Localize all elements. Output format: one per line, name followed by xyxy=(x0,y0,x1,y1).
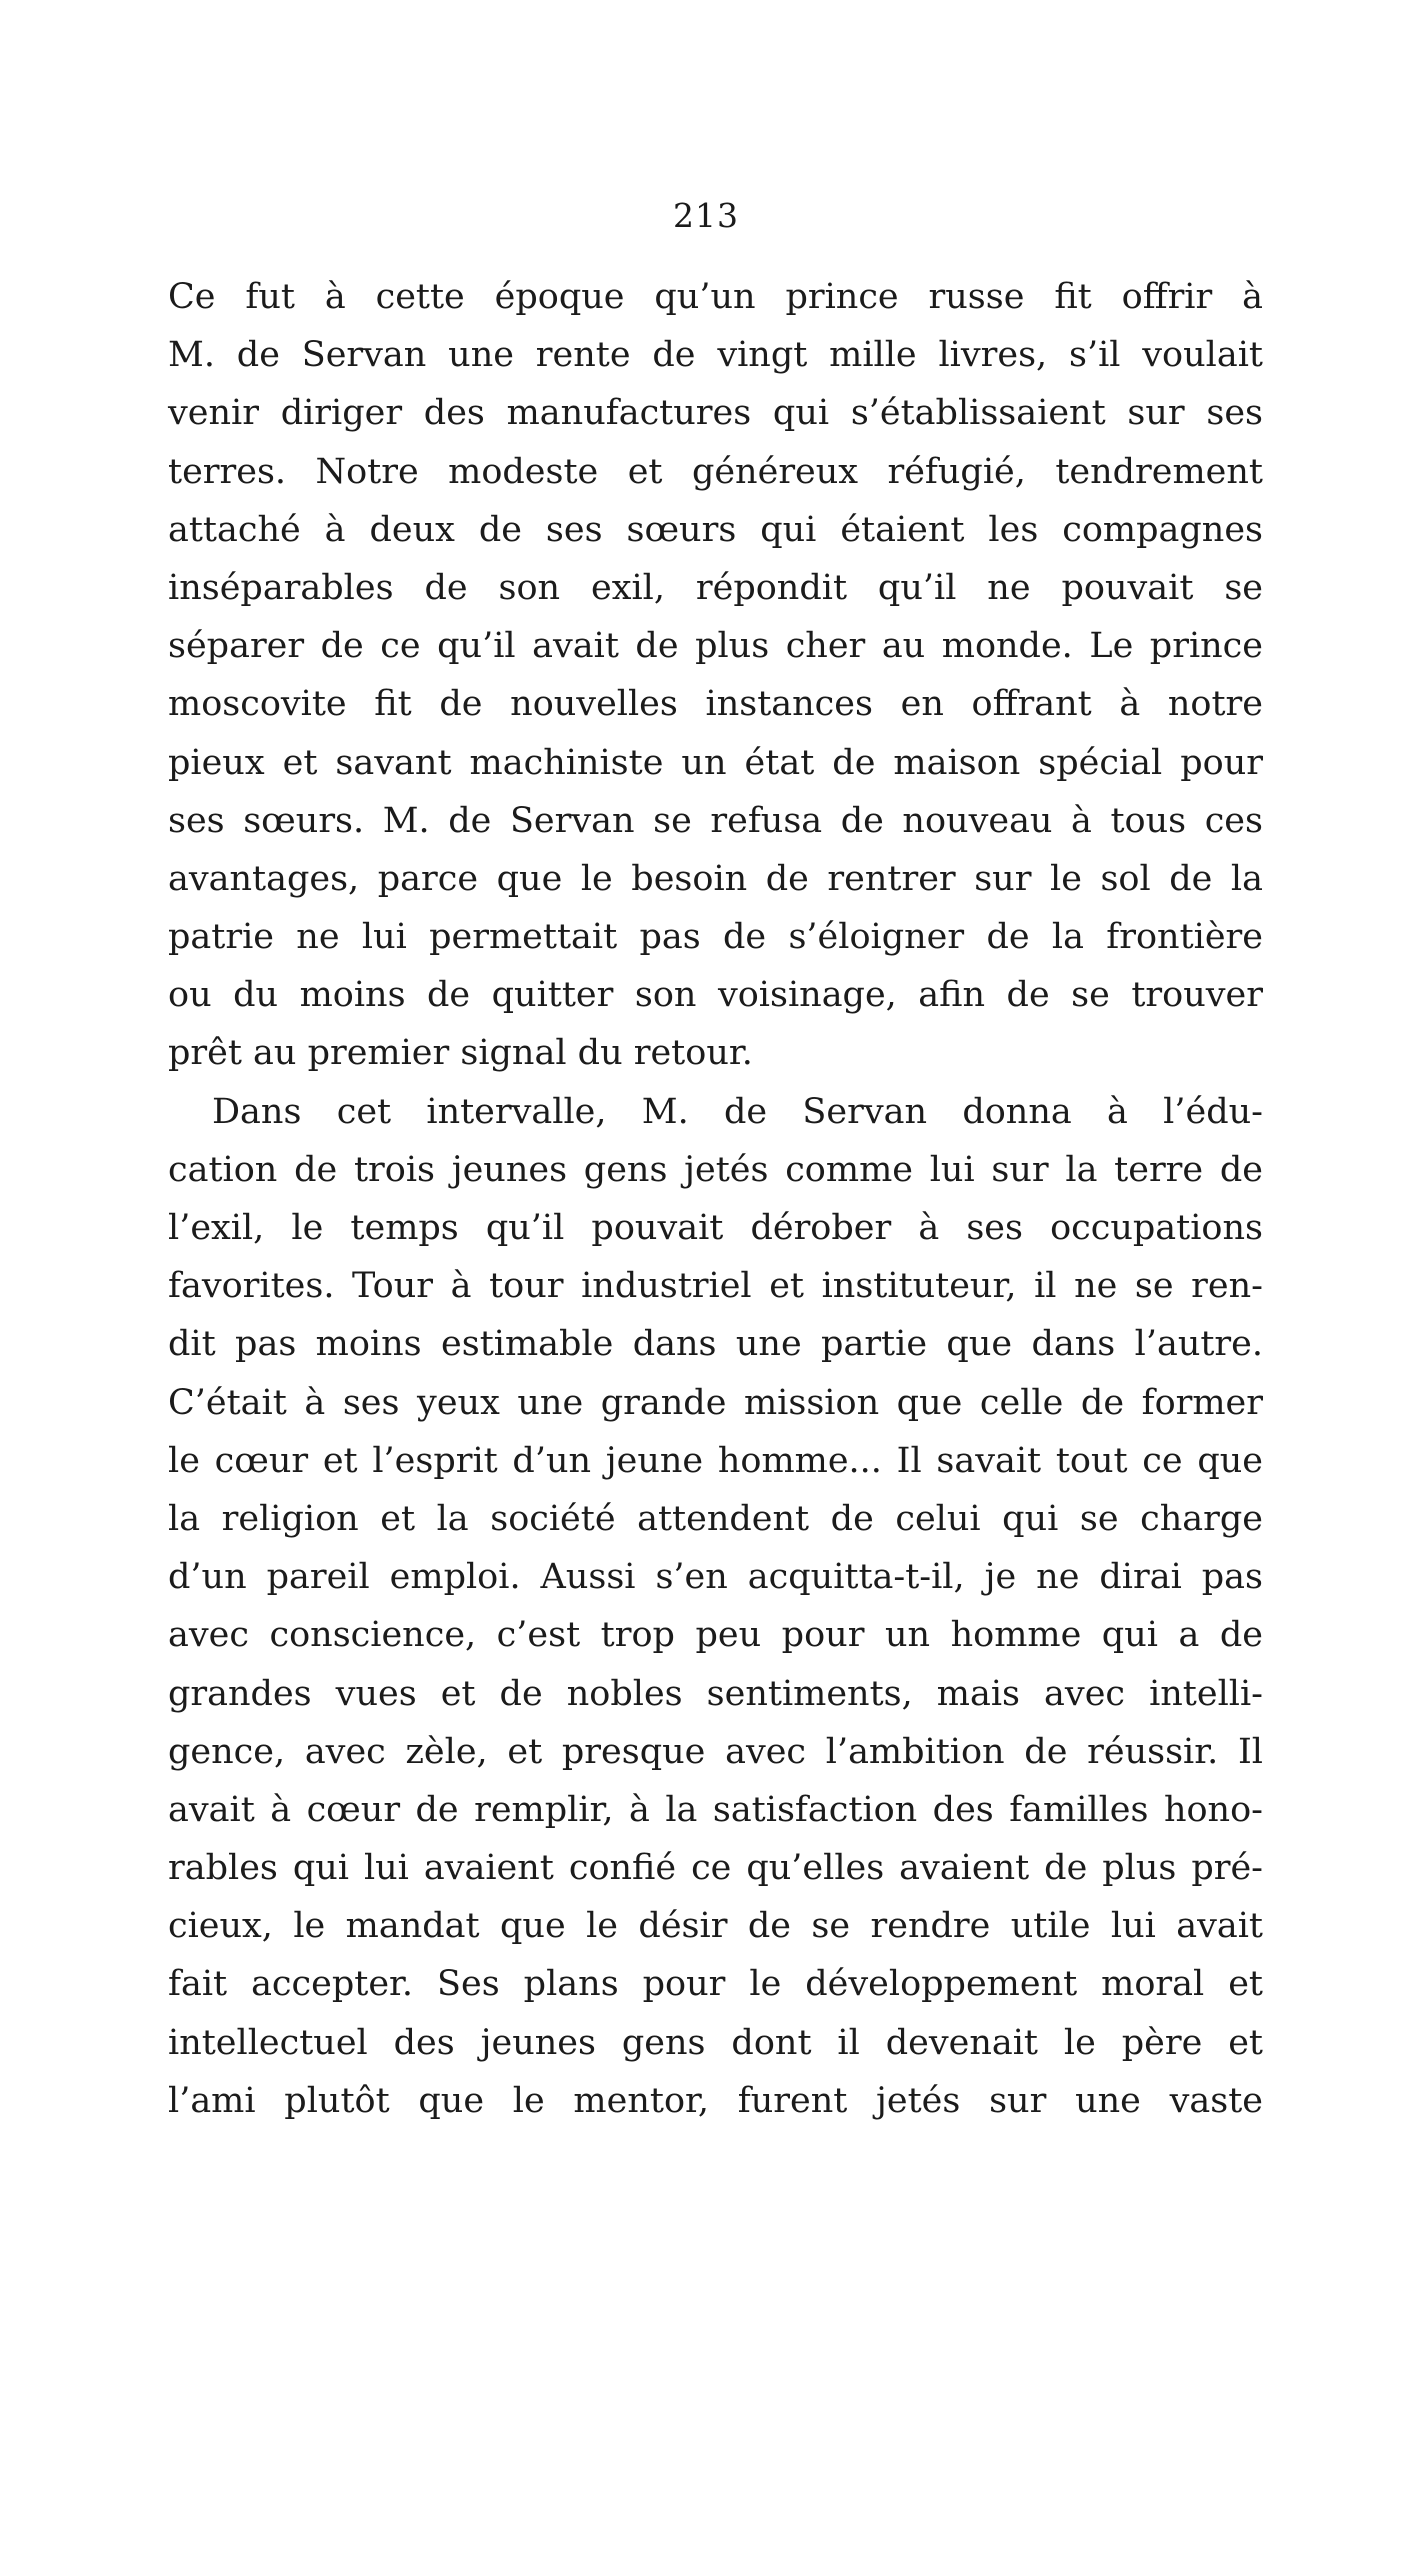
text-line: le cœur et l’esprit d’un jeune homme... Il savait tout ce que xyxy=(168,1440,1263,1481)
text-line: attaché à deux de ses sœurs qui étaient les compagnes xyxy=(168,509,1263,550)
text-line: cieux, le mandat que le désir de se rendre utile lui avait xyxy=(168,1906,1263,1947)
text-line: pieux et savant machiniste un état de maison spécial pour xyxy=(168,742,1263,783)
text-line: patrie ne lui permettait pas de s’éloigner de la frontière xyxy=(168,917,1263,958)
text-line: avec conscience, c’est trop peu pour un homme qui a de xyxy=(168,1615,1263,1656)
paragraph-end-line: prêt au premier signal du retour. xyxy=(168,1033,753,1074)
text-line: venir diriger des manufactures qui s’établissaient sur ses xyxy=(168,393,1263,434)
text-line: Ce fut à cette époque qu’un prince russe fit offrir à xyxy=(168,277,1263,317)
text-line: la religion et la société attendent de celui qui se charge xyxy=(168,1498,1263,1539)
text-line: séparer de ce qu’il avait de plus cher au monde. Le prince xyxy=(168,626,1263,667)
text-line: d’un pareil emploi. Aussi s’en acquitta-t-il, je ne dirai pas xyxy=(168,1557,1263,1598)
text-line: fait accepter. Ses plans pour le développement moral et xyxy=(168,1964,1263,2005)
text-line: ses sœurs. M. de Servan se refusa de nouveau à tous ces xyxy=(168,800,1263,841)
text-line: rables qui lui avaient confié ce qu’elles avaient de plus pré- xyxy=(168,1848,1263,1889)
text-line: terres. Notre modeste et généreux réfugié, tendrement xyxy=(168,451,1263,492)
text-line: M. de Servan une rente de vingt mille livres, s’il voulait xyxy=(168,335,1263,376)
text-line: l’ami plutôt que le mentor, furent jetés sur une vaste xyxy=(168,2080,1263,2121)
paragraph-start-line: Dans cet intervalle, M. de Servan donna à l’édu- xyxy=(212,1091,1263,1132)
text-line: moscovite fit de nouvelles instances en offrant à notre xyxy=(168,684,1263,725)
text-line: grandes vues et de nobles sentiments, mais avec intelli- xyxy=(168,1673,1263,1714)
text-line: avantages, parce que le besoin de rentrer sur le sol de la xyxy=(168,858,1263,899)
text-line: ou du moins de quitter son voisinage, afin de se trouver xyxy=(168,975,1263,1016)
body-text xyxy=(168,268,1263,2130)
text-line: cation de trois jeunes gens jetés comme lui sur la terre de xyxy=(168,1149,1263,1190)
text-line: C’était à ses yeux une grande mission que celle de former xyxy=(168,1382,1263,1423)
text-line: l’exil, le temps qu’il pouvait dérober à ses occupations xyxy=(168,1208,1263,1248)
page-number: 213 xyxy=(673,196,739,235)
text-line: favorites. Tour à tour industriel et instituteur, il ne se ren- xyxy=(168,1266,1263,1307)
text-line: intellectuel des jeunes gens dont il devenait le père et xyxy=(168,2022,1263,2063)
text-line: dit pas moins estimable dans une partie que dans l’autre. xyxy=(168,1324,1263,1365)
text-line: avait à cœur de remplir, à la satisfaction des familles hono- xyxy=(168,1789,1263,1830)
text-line: gence, avec zèle, et presque avec l’ambition de réussir. Il xyxy=(168,1731,1263,1772)
text-line: inséparables de son exil, répondit qu’il ne pouvait se xyxy=(168,567,1263,608)
